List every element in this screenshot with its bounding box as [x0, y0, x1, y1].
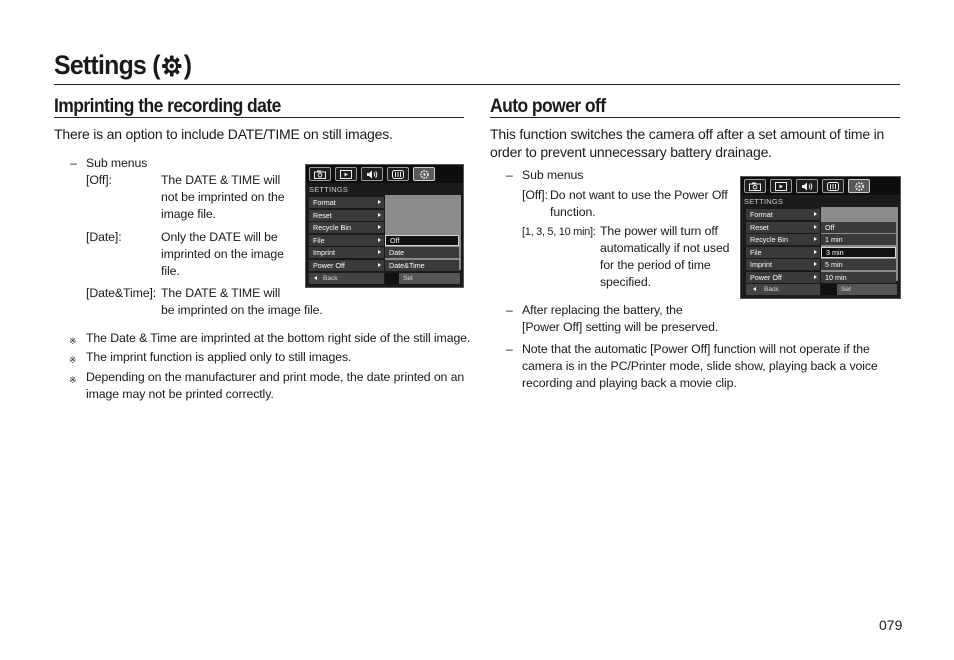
lcd-screen-power-off — [740, 176, 901, 299]
lcd-menu-item: Power Off — [309, 260, 384, 271]
option-key: [Date&Time]: — [86, 286, 157, 300]
lcd-submenu-item: 10 min — [821, 272, 896, 283]
section-intro-imprint: There is an option to include DATE/TIME on still images. — [54, 126, 393, 142]
option-desc: The DATE & TIME will be imprinted on the image file. — [161, 286, 323, 317]
dash-mark: – — [506, 303, 513, 317]
lcd-screen-imprint — [305, 164, 464, 288]
option-desc: The power will turn off automatically if not used for the period of time specified. — [600, 224, 730, 289]
lcd-menu-item: Imprint — [309, 247, 384, 258]
option-key: [Date]: — [86, 230, 122, 244]
note-text: The imprint function is applied only to still images. — [86, 350, 352, 364]
option-key: [Off]: — [86, 173, 112, 187]
lcd-submenu-item-selected: 3 min — [821, 247, 896, 258]
lcd-set-key — [385, 273, 399, 284]
section-divider-right — [490, 117, 900, 118]
play-icon — [770, 179, 792, 193]
note-mark: ※ — [69, 336, 77, 346]
lcd-menu-item: Imprint — [746, 259, 820, 270]
lcd-set-button: Set — [399, 273, 460, 284]
sound-icon — [361, 167, 383, 181]
page-number: 079 — [879, 617, 903, 633]
section-title-auto-power-off: Auto power off — [490, 96, 606, 117]
dash-mark: – — [506, 342, 513, 356]
lcd-back-button: Back — [309, 273, 384, 284]
submenus-label: Sub menus — [522, 168, 584, 182]
lcd-icon — [822, 179, 844, 193]
camera-icon — [309, 167, 331, 181]
lcd-set-button: Set — [837, 284, 897, 295]
settings-icon — [848, 179, 870, 193]
lcd-menu-item: Reset — [309, 210, 384, 221]
title-divider — [54, 84, 900, 85]
dash-mark: – — [70, 156, 77, 170]
lcd-header: SETTINGS — [744, 197, 784, 206]
option-key: [1, 3, 5, 10 min]: — [522, 226, 596, 238]
page-title — [54, 50, 191, 81]
note-mark: ※ — [69, 375, 77, 385]
lcd-menu-item: Recycle Bin — [746, 234, 820, 245]
lcd-submenu-item: Off — [821, 222, 896, 233]
lcd-submenu-item: 1 min — [821, 234, 896, 245]
lcd-icon — [387, 167, 409, 181]
option-key: [Off]: — [522, 188, 548, 202]
note-text: The Date & Time are imprinted at the bottom right side of the still image. — [86, 331, 471, 345]
lcd-submenu-item: Date&Time — [385, 260, 459, 271]
lcd-tab-bar — [741, 177, 900, 195]
bullet-text: After replacing the battery, the [Power Off] setting will be preserved. — [522, 303, 719, 334]
page-title-prefix: Settings ( — [54, 50, 160, 80]
bullet-text: Note that the automatic [Power Off] function will not operate if the camera is in the PC/Printer mode, slide show, playing back a voice recording and playing back a movie clip. — [522, 342, 878, 390]
section-intro-auto-power-off: This function switches the camera off after a set amount of time in order to prevent unnecessary battery drainage. — [490, 126, 885, 160]
note-mark: ※ — [69, 355, 77, 365]
back-arrow-icon — [753, 287, 756, 291]
lcd-menu-item: File — [746, 247, 820, 258]
camera-icon — [744, 179, 766, 193]
gear-icon — [161, 54, 183, 78]
lcd-header: SETTINGS — [309, 185, 349, 194]
page-title-suffix: ) — [183, 50, 192, 80]
back-arrow-icon — [314, 276, 317, 280]
dash-mark: – — [506, 168, 513, 182]
lcd-menu-item: Format — [746, 209, 820, 220]
section-title-imprint: Imprinting the recording date — [54, 96, 281, 117]
submenus-label: Sub menus — [86, 156, 148, 170]
lcd-submenu-item-selected: Off — [385, 235, 459, 246]
lcd-submenu-item: 5 min — [821, 259, 896, 270]
settings-icon — [413, 167, 435, 181]
option-desc: Do not want to use the Power Off function. — [550, 188, 728, 219]
lcd-back-button: Back — [746, 284, 820, 295]
play-icon — [335, 167, 357, 181]
lcd-set-key — [821, 284, 837, 295]
lcd-menu-item: File — [309, 235, 384, 246]
lcd-tab-bar — [306, 165, 463, 183]
lcd-submenu-item: Date — [385, 247, 459, 258]
lcd-menu-item: Power Off — [746, 272, 820, 283]
lcd-menu-item: Format — [309, 197, 384, 208]
option-desc: The DATE & TIME will not be imprinted on the image file. — [161, 173, 285, 221]
lcd-menu-item: Recycle Bin — [309, 222, 384, 233]
note-text: Depending on the manufacturer and print mode, the date printed on an image may not be printed correctly. — [86, 370, 465, 401]
option-desc: Only the DATE will be imprinted on the image file. — [161, 230, 284, 278]
sound-icon — [796, 179, 818, 193]
lcd-menu-item: Reset — [746, 222, 820, 233]
section-divider-left — [54, 117, 464, 118]
